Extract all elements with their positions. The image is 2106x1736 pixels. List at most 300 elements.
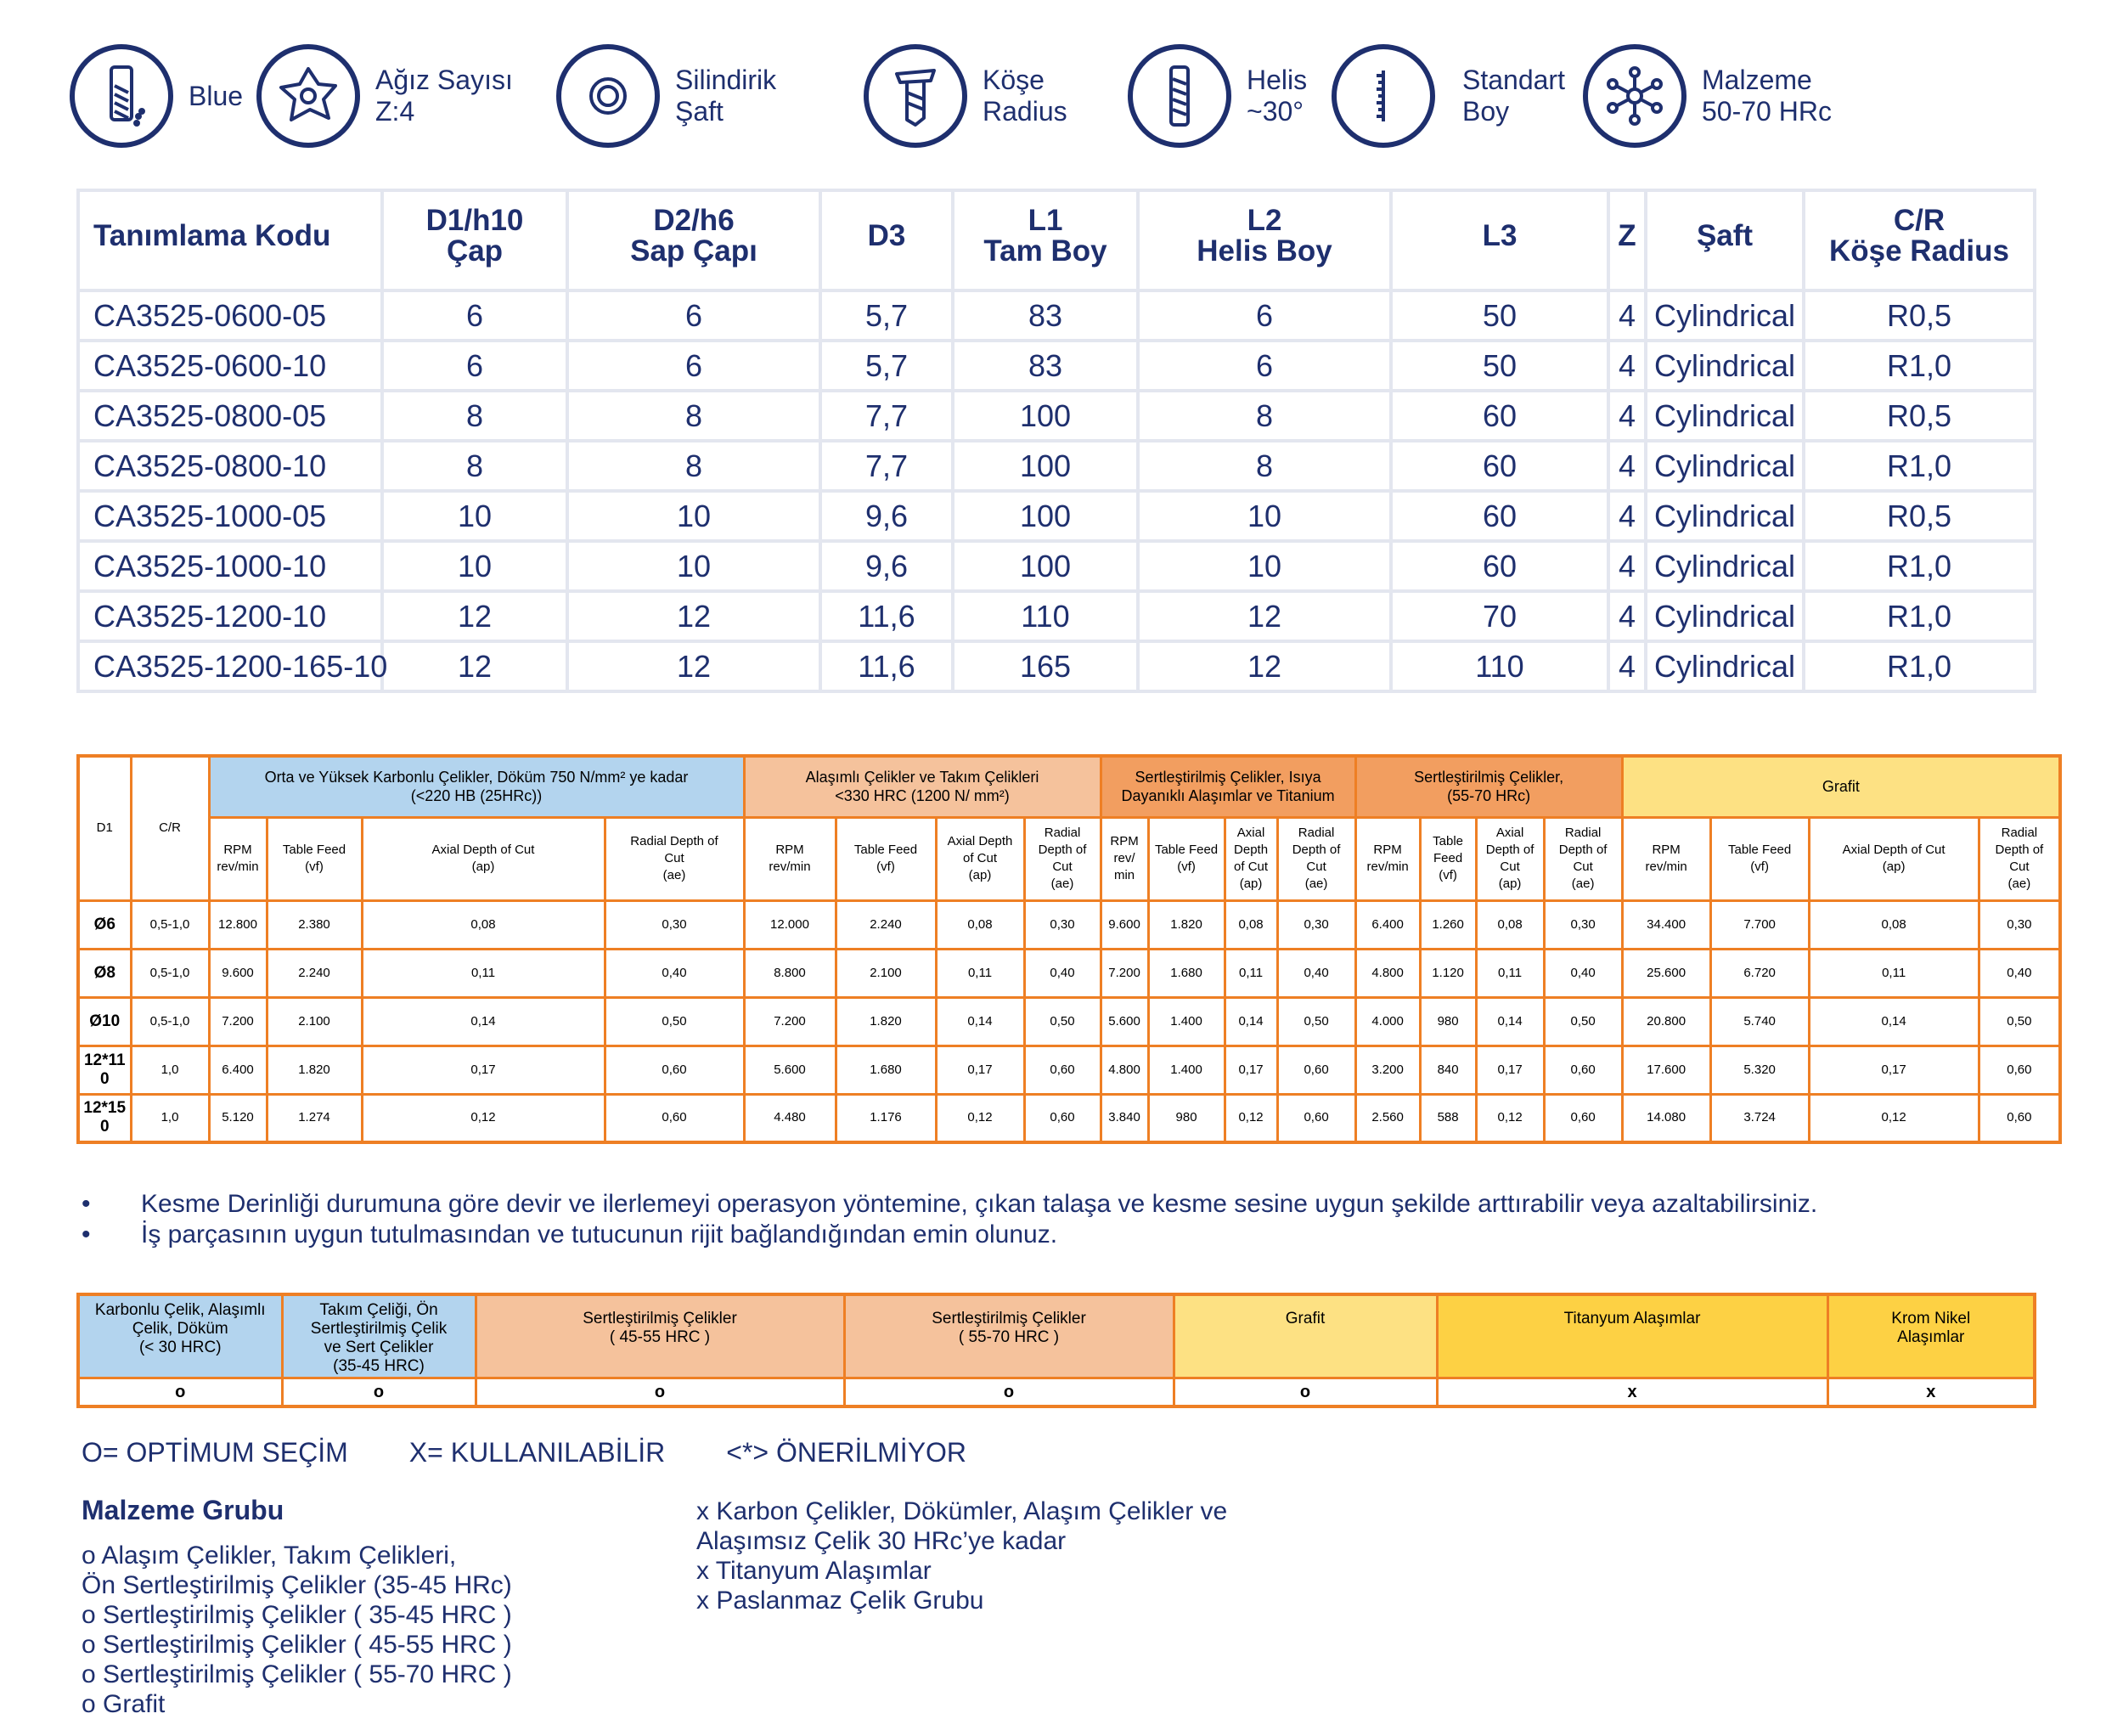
parameter-label: min xyxy=(1113,868,1135,882)
table-cell: 0,60 xyxy=(605,1094,744,1142)
material-label: Sertleştirilmiş Çelikler xyxy=(583,1310,737,1327)
table-cell: 4.000 xyxy=(1355,997,1420,1046)
parameter-header xyxy=(1710,817,1809,900)
table-cell: 7.200 xyxy=(1101,949,1148,997)
table-cell: 980 xyxy=(1420,997,1476,1046)
table-cell: 2.560 xyxy=(1355,1094,1420,1142)
table-cell: 0,50 xyxy=(605,997,744,1046)
suitability-cell: o xyxy=(78,1378,282,1406)
column-header-label: D2/h6 xyxy=(653,204,735,237)
suitability-cell: x xyxy=(1437,1378,1827,1406)
table-cell: 1.680 xyxy=(1148,949,1225,997)
suitability-cell: o xyxy=(844,1378,1174,1406)
column-header xyxy=(1138,190,1391,290)
parameter-label: (ap) xyxy=(1882,860,1906,874)
table-cell: 9,6 xyxy=(820,541,953,591)
table-cell: 34.400 xyxy=(1622,900,1710,949)
table-cell: 0,17 xyxy=(936,1046,1024,1094)
table-cell: 588 xyxy=(1420,1094,1476,1142)
table-cell: 83 xyxy=(953,341,1138,391)
table-cell: 2.380 xyxy=(267,900,362,949)
molecule-icon xyxy=(1583,44,1686,148)
table-cell: 840 xyxy=(1420,1046,1476,1094)
list-item: o Grafit xyxy=(82,1690,166,1718)
table-cell: 4 xyxy=(1608,290,1646,341)
table-cell: 0,30 xyxy=(1979,900,2060,949)
column-header-label: Şaft xyxy=(1696,219,1754,252)
material-label: (< 30 HRC) xyxy=(138,1339,222,1356)
table-cell: 0,14 xyxy=(1476,997,1544,1046)
parameter-header xyxy=(362,817,605,900)
table-cell: 10 xyxy=(1138,541,1391,591)
material-group-label: Alaşımlı Çelikler ve Takım Çelikleri xyxy=(805,769,1039,786)
column-header-label: D1/h10 xyxy=(425,204,524,237)
table-cell: 0,17 xyxy=(1809,1046,1979,1094)
table-cell: 4.800 xyxy=(1101,1046,1148,1094)
feature-shank-label: Şaft xyxy=(675,96,724,127)
feature-material xyxy=(1583,44,1832,148)
column-header-label: L3 xyxy=(1482,219,1518,252)
parameter-label: Axial xyxy=(1495,826,1524,840)
suitability-cell: o xyxy=(476,1378,844,1406)
parameter-label: rev/min xyxy=(1645,860,1687,874)
parameter-header xyxy=(1355,817,1420,900)
diameter-cell xyxy=(78,997,131,1046)
table-cell: 60 xyxy=(1391,441,1608,491)
column-header-label: L1 xyxy=(1028,204,1063,237)
note-text: İş parçasının uygun tutulmasından ve tutucunun rijit bağlandığından emin olunuz. xyxy=(141,1220,1058,1248)
table-cell: 12 xyxy=(382,591,567,641)
parameter-header xyxy=(1544,817,1622,900)
legend-usable: X= KULLANILABİLİR xyxy=(408,1437,666,1468)
table-cell: 10 xyxy=(567,541,820,591)
table-cell: 8 xyxy=(567,441,820,491)
table-cell: 0,60 xyxy=(1544,1046,1622,1094)
list-item: Ön Sertleştirilmiş Çelikler (35-45 HRc) xyxy=(82,1571,512,1599)
column-header-label: Z xyxy=(1618,219,1636,252)
table-cell: CA3525-0600-05 xyxy=(78,290,382,341)
feature-hardness-label: 50-70 HRc xyxy=(1702,96,1832,127)
table-cell: 9.600 xyxy=(209,949,267,997)
note-bullet: • xyxy=(82,1220,91,1248)
table-cell: Cylindrical xyxy=(1646,491,1804,541)
table-row xyxy=(78,491,2035,541)
table-cell: 4.480 xyxy=(744,1094,836,1142)
parameter-label: (ap) xyxy=(968,868,992,882)
table-cell: 4 xyxy=(1608,441,1646,491)
table-cell: 0,12 xyxy=(1476,1094,1544,1142)
table-cell: 0,40 xyxy=(1979,949,2060,997)
feature-corner-radius xyxy=(864,44,1067,148)
diameter-cell xyxy=(78,949,131,997)
material-group-label: Sertleştirilmiş Çelikler, xyxy=(1414,769,1564,786)
parameter-label: RPM xyxy=(775,843,804,857)
table-cell: 10 xyxy=(382,541,567,591)
feature-standard-length xyxy=(1332,44,1565,148)
table-row xyxy=(78,341,2035,391)
suitability-cell: x xyxy=(1827,1378,2035,1406)
table-cell: R1,0 xyxy=(1804,341,2035,391)
column-header xyxy=(953,190,1138,290)
table-cell: 2.240 xyxy=(267,949,362,997)
parameter-label: Radial xyxy=(1044,826,1081,840)
material-group-label: (55-70 HRc) xyxy=(1447,787,1531,805)
table-cell: 3.724 xyxy=(1710,1094,1809,1142)
list-item: o Alaşım Çelikler, Takım Çelikleri, xyxy=(82,1542,457,1570)
material-header xyxy=(1437,1294,1827,1378)
parameter-label: Table Feed xyxy=(1154,843,1219,857)
table-cell: 1.400 xyxy=(1148,1046,1225,1094)
material-label: Titanyum Alaşımlar xyxy=(1563,1310,1701,1327)
table-row xyxy=(78,900,2060,949)
corner-radius-cell: 0,5-1,0 xyxy=(131,900,209,949)
feature-corner-label: Köşe xyxy=(983,65,1045,95)
table-cell: 7.200 xyxy=(209,997,267,1046)
parameter-label: Cut xyxy=(664,851,684,865)
table-cell: 0,30 xyxy=(1277,900,1355,949)
parameter-label: (ae) xyxy=(1050,876,1074,891)
table-cell: 1.820 xyxy=(267,1046,362,1094)
list-item: x Paslanmaz Çelik Grubu xyxy=(696,1587,984,1615)
parameter-label: Radial xyxy=(2001,826,2038,840)
parameter-label: (vf) xyxy=(1439,868,1457,882)
column-header xyxy=(78,190,382,290)
diameter-cell xyxy=(78,1094,131,1142)
table-cell: 20.800 xyxy=(1622,997,1710,1046)
table-cell: 5.600 xyxy=(744,1046,836,1094)
diameter-label: 0 xyxy=(99,1118,110,1136)
table-cell: 0,14 xyxy=(1809,997,1979,1046)
feature-helix-angle: ~30° xyxy=(1247,96,1304,127)
table-cell: 12.000 xyxy=(744,900,836,949)
table-cell: 7,7 xyxy=(820,391,953,441)
parameter-label: (vf) xyxy=(305,860,324,874)
corner-radius-cell: 1,0 xyxy=(131,1094,209,1142)
parameter-label: (ap) xyxy=(1498,876,1522,891)
parameter-label: (ap) xyxy=(1239,876,1263,891)
material-label: Grafit xyxy=(1285,1310,1326,1327)
parameter-label: Table Feed xyxy=(853,843,918,857)
table-cell: 1.260 xyxy=(1420,900,1476,949)
note-item xyxy=(82,1189,2035,1220)
parameter-header xyxy=(1101,817,1148,900)
table-row xyxy=(78,290,2035,341)
parameter-label: Axial Depth of Cut xyxy=(431,843,535,857)
feature-flute-count-value: Z:4 xyxy=(375,96,415,127)
table-cell: 0,11 xyxy=(1809,949,1979,997)
parameter-label: Cut xyxy=(1573,860,1593,874)
parameter-label: (ae) xyxy=(2007,876,2031,891)
parameter-label: rev/min xyxy=(217,860,259,874)
legend-optimum: O= OPTİMUM SEÇİM xyxy=(82,1437,348,1468)
parameter-label: Depth of xyxy=(1038,843,1087,857)
table-cell: 12 xyxy=(382,641,567,691)
feature-blue xyxy=(70,44,243,148)
parameter-label: (vf) xyxy=(1177,860,1196,874)
material-label: (35-45 HRC) xyxy=(333,1357,425,1375)
parameter-label: (ae) xyxy=(1304,876,1328,891)
parameter-label: Table Feed xyxy=(282,843,346,857)
table-cell: 0,14 xyxy=(936,997,1024,1046)
table-cell: 0,11 xyxy=(362,949,605,997)
column-header-label: L2 xyxy=(1247,204,1282,237)
table-cell: 0,30 xyxy=(1024,900,1101,949)
feature-cylindrical-shank xyxy=(556,44,776,148)
table-cell: 12 xyxy=(567,641,820,691)
table-row xyxy=(78,1046,2060,1094)
corner-radius-cell: 0,5-1,0 xyxy=(131,949,209,997)
material-suitability-table xyxy=(76,1293,2036,1408)
note-bullet: • xyxy=(82,1190,91,1218)
table-cell: CA3525-0800-10 xyxy=(78,441,382,491)
parameter-label: RPM xyxy=(1110,834,1139,848)
cutting-data-table xyxy=(76,754,2062,1144)
table-cell: 2.240 xyxy=(836,900,936,949)
column-header-label: C/R xyxy=(1893,204,1946,237)
table-cell: CA3525-1000-05 xyxy=(78,491,382,541)
parameter-header xyxy=(1148,817,1225,900)
parameter-label: Cut xyxy=(1500,860,1520,874)
table-cell: 60 xyxy=(1391,541,1608,591)
corner-radius-cell: 0,5-1,0 xyxy=(131,997,209,1046)
table-cell: 7.200 xyxy=(744,997,836,1046)
table-cell: 10 xyxy=(382,491,567,541)
parameter-header xyxy=(936,817,1024,900)
column-header-label: Tam Boy xyxy=(983,234,1107,268)
column-header-cr: C/R xyxy=(131,756,209,900)
material-header xyxy=(844,1294,1174,1378)
column-header-label: Helis Boy xyxy=(1197,234,1332,268)
diameter-label: 12*15 xyxy=(83,1099,127,1118)
table-cell: CA3525-1000-10 xyxy=(78,541,382,591)
table-cell: R1,0 xyxy=(1804,641,2035,691)
material-group-label: <330 HRC (1200 N/ mm²) xyxy=(835,787,1010,805)
diameter-cell xyxy=(78,1046,131,1094)
parameter-header xyxy=(1024,817,1101,900)
table-cell: 0,50 xyxy=(1979,997,2060,1046)
column-header xyxy=(1608,190,1646,290)
table-cell: 5.740 xyxy=(1710,997,1809,1046)
diameter-cell xyxy=(78,900,131,949)
table-cell: 50 xyxy=(1391,290,1608,341)
table-cell: 1.274 xyxy=(267,1094,362,1142)
table-cell: 0,40 xyxy=(605,949,744,997)
table-cell: 11,6 xyxy=(820,591,953,641)
material-label: ( 55-70 HRC ) xyxy=(958,1328,1060,1346)
table-cell: Cylindrical xyxy=(1646,541,1804,591)
column-header xyxy=(1391,190,1608,290)
column-header xyxy=(1804,190,2035,290)
table-row xyxy=(78,949,2060,997)
parameter-label: Depth of xyxy=(1558,843,1608,857)
list-item: o Sertleştirilmiş Çelikler ( 45-55 HRC ) xyxy=(82,1631,512,1659)
table-cell: 0,08 xyxy=(1225,900,1277,949)
diameter-label: 12*11 xyxy=(83,1051,126,1069)
table-cell: 10 xyxy=(1138,491,1391,541)
material-label: ve Sert Çelikler xyxy=(324,1339,434,1356)
table-cell: R0,5 xyxy=(1804,491,2035,541)
parameter-label: of Cut xyxy=(962,851,998,865)
list-item: o Sertleştirilmiş Çelikler ( 35-45 HRC ) xyxy=(82,1601,512,1629)
table-cell: 8 xyxy=(567,391,820,441)
table-cell: 6.400 xyxy=(209,1046,267,1094)
table-cell: 0,60 xyxy=(1024,1046,1101,1094)
notes xyxy=(82,1189,2035,1250)
table-cell: 10 xyxy=(567,491,820,541)
table-cell: 0,60 xyxy=(1544,1094,1622,1142)
parameter-label: Feed xyxy=(1433,851,1463,865)
parameter-header xyxy=(744,817,836,900)
feature-standard-label: Standart xyxy=(1462,65,1565,95)
list-item: Alaşımsız Çelik 30 HRc’ye kadar xyxy=(696,1527,1067,1555)
table-cell: 0,50 xyxy=(1544,997,1622,1046)
diameter-label: Ø6 xyxy=(93,915,115,933)
parameter-header xyxy=(1979,817,2060,900)
table-cell: 0,30 xyxy=(1544,900,1622,949)
note-text: Kesme Derinliği durumuna göre devir ve ilerlemeyi operasyon yöntemine, çıkan talaşa ve kesme sesine uygun şekilde arttırabilir veya azaltabilirsiniz. xyxy=(141,1190,1818,1218)
material-label: Takım Çeliği, Ön xyxy=(319,1301,438,1319)
table-cell: 0,50 xyxy=(1277,997,1355,1046)
material-label: Karbonlu Çelik, Alaşımlı xyxy=(94,1301,266,1319)
parameter-header xyxy=(836,817,936,900)
table-cell: 0,60 xyxy=(1277,1094,1355,1142)
table-cell: 60 xyxy=(1391,491,1608,541)
parameter-label: Depth of xyxy=(1292,843,1341,857)
table-cell: 100 xyxy=(953,441,1138,491)
table-cell: 4 xyxy=(1608,341,1646,391)
table-cell: 0,30 xyxy=(605,900,744,949)
end-mill-icon xyxy=(70,44,173,148)
table-cell: 0,08 xyxy=(362,900,605,949)
table-cell: 0,11 xyxy=(936,949,1024,997)
table-cell: Cylindrical xyxy=(1646,290,1804,341)
feature-flute-count xyxy=(256,44,513,148)
material-label: ( 45-55 HRC ) xyxy=(609,1328,711,1346)
table-cell: 1.680 xyxy=(836,1046,936,1094)
table-cell: 0,50 xyxy=(1024,997,1101,1046)
ruler-icon xyxy=(1332,44,1435,148)
note-item xyxy=(82,1220,2035,1250)
parameter-label: (vf) xyxy=(1750,860,1769,874)
parameter-label: RPM xyxy=(1373,843,1402,857)
column-header xyxy=(567,190,820,290)
table-cell: 0,14 xyxy=(362,997,605,1046)
table-cell: 12.800 xyxy=(209,900,267,949)
table-row xyxy=(78,541,2035,591)
parameter-header xyxy=(1809,817,1979,900)
parameter-label: Radial xyxy=(1298,826,1335,840)
column-header-label: Köşe Radius xyxy=(1829,234,2009,268)
list-item: o Sertleştirilmiş Çelikler ( 55-70 HRC ) xyxy=(82,1660,512,1688)
material-group-header xyxy=(1101,756,1355,817)
material-header xyxy=(78,1294,282,1378)
table-cell: 1.176 xyxy=(836,1094,936,1142)
parameter-label: RPM xyxy=(223,843,252,857)
table-cell: 1.820 xyxy=(1148,900,1225,949)
material-label: Çelik, Döküm xyxy=(132,1320,228,1338)
corner-radius-cell: 1,0 xyxy=(131,1046,209,1094)
parameter-label: rev/ xyxy=(1113,851,1135,865)
table-cell: 0,11 xyxy=(1476,949,1544,997)
table-cell: 6 xyxy=(567,341,820,391)
material-label: Sertleştirilmiş Çelikler xyxy=(932,1310,1086,1327)
parameter-label: Axial Depth xyxy=(947,834,1013,848)
table-cell: 4 xyxy=(1608,541,1646,591)
table-cell: 0,40 xyxy=(1544,949,1622,997)
corner-radius-icon xyxy=(864,44,967,148)
table-cell: R0,5 xyxy=(1804,391,2035,441)
parameter-label: Cut xyxy=(1306,860,1326,874)
table-row xyxy=(78,391,2035,441)
table-row xyxy=(78,591,2035,641)
table-cell: 8 xyxy=(1138,391,1391,441)
feature-helix xyxy=(1128,44,1307,148)
table-cell: 17.600 xyxy=(1622,1046,1710,1094)
parameter-label: Radial Depth of xyxy=(630,834,718,848)
feature-cylindrical-label: Silindirik xyxy=(675,65,777,95)
material-group-label: Grafit xyxy=(1822,778,1860,796)
parameter-label: Cut xyxy=(2009,860,2030,874)
table-cell: 25.600 xyxy=(1622,949,1710,997)
table-cell: Cylindrical xyxy=(1646,391,1804,441)
table-cell: 0,40 xyxy=(1277,949,1355,997)
diameter-label: Ø10 xyxy=(89,1012,121,1030)
table-cell: 0,08 xyxy=(1476,900,1544,949)
table-cell: 1.400 xyxy=(1148,997,1225,1046)
material-group-label: Dayanıklı Alaşımlar ve Titanium xyxy=(1121,787,1335,805)
table-cell: 0,40 xyxy=(1024,949,1101,997)
feature-blue-label: Blue xyxy=(189,80,244,111)
table-cell: 6.720 xyxy=(1710,949,1809,997)
parameter-label: RPM xyxy=(1652,843,1681,857)
table-cell: 0,60 xyxy=(605,1046,744,1094)
table-cell: 0,08 xyxy=(936,900,1024,949)
feature-helix-label: Helis xyxy=(1247,65,1308,95)
table-cell: 1.120 xyxy=(1420,949,1476,997)
table-cell: 0,60 xyxy=(1277,1046,1355,1094)
table-cell: 8 xyxy=(382,441,567,491)
feature-radius-label: Radius xyxy=(983,96,1067,127)
table-cell: 4 xyxy=(1608,591,1646,641)
parameter-label: Depth xyxy=(1234,843,1269,857)
table-cell: 100 xyxy=(953,391,1138,441)
parameter-header xyxy=(1476,817,1544,900)
table-cell: 6 xyxy=(1138,341,1391,391)
parameter-header xyxy=(209,817,267,900)
material-label: Krom Nikel xyxy=(1891,1310,1971,1327)
suitability-cell: o xyxy=(1174,1378,1437,1406)
parameter-label: Table xyxy=(1433,834,1464,848)
parameter-label: (ap) xyxy=(471,860,495,874)
material-group-label: Orta ve Yüksek Karbonlu Çelikler, Döküm 750 N/mm² ye kadar xyxy=(264,769,689,786)
suitability-cell: o xyxy=(282,1378,476,1406)
table-cell: 6 xyxy=(382,290,567,341)
diameter-label: 0 xyxy=(99,1069,110,1088)
parameter-label: Axial Depth of Cut xyxy=(1842,843,1946,857)
material-header xyxy=(1174,1294,1437,1378)
table-cell: R1,0 xyxy=(1804,591,2035,641)
table-cell: 0,08 xyxy=(1809,900,1979,949)
material-group-header xyxy=(744,756,1101,817)
material-group-label: (<220 HB (25HRc)) xyxy=(410,787,543,805)
column-header-label: Tanımlama Kodu xyxy=(93,219,331,252)
table-cell: 5.120 xyxy=(209,1094,267,1142)
material-group-usable-list xyxy=(696,1496,1227,1615)
parameter-label: Depth of xyxy=(1485,843,1534,857)
parameter-label: (vf) xyxy=(876,860,895,874)
table-cell: 0,17 xyxy=(1476,1046,1544,1094)
material-group-header xyxy=(209,756,744,817)
